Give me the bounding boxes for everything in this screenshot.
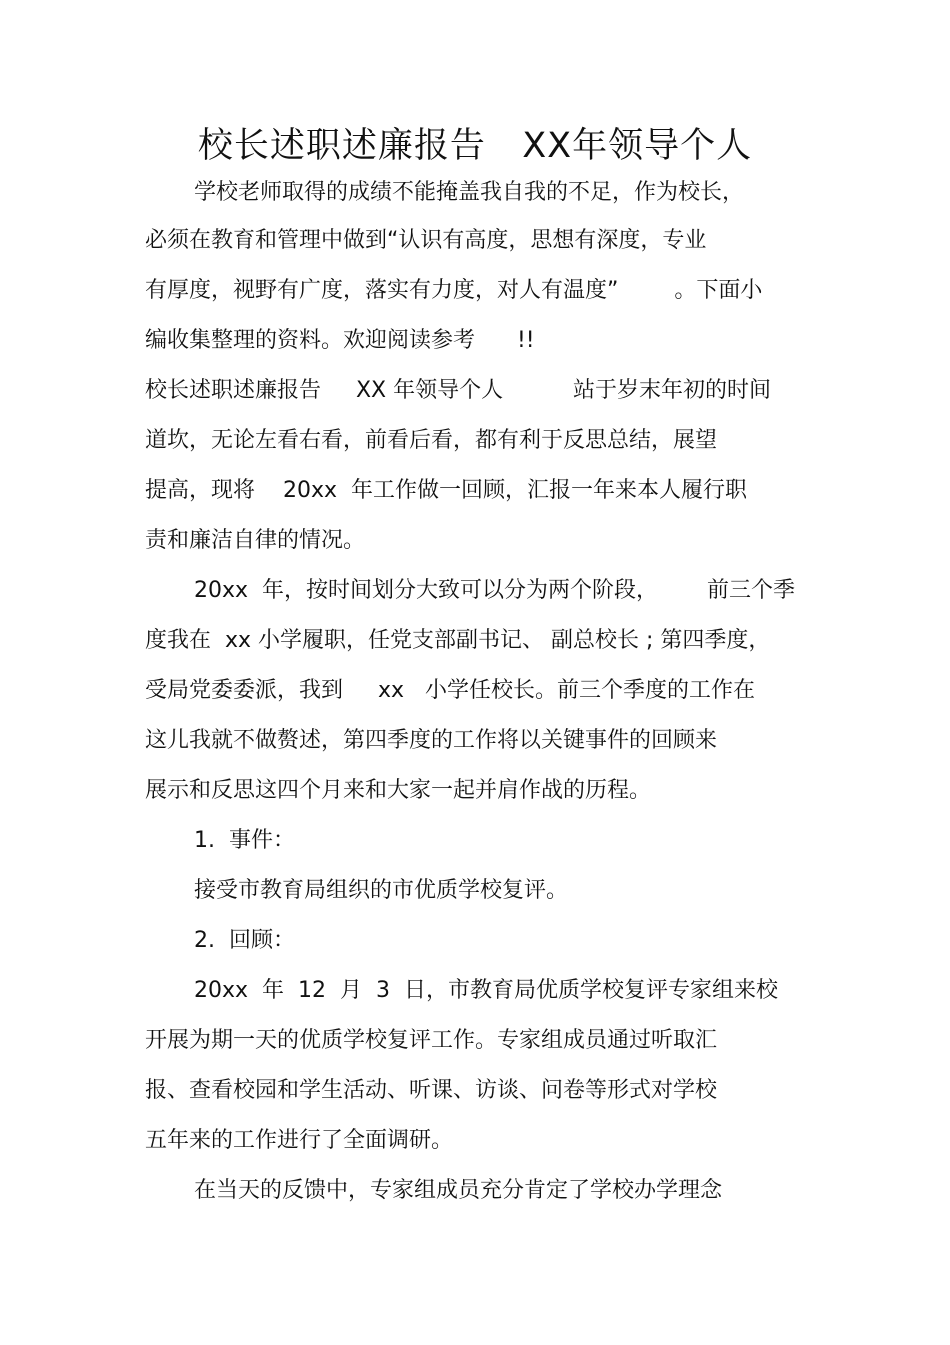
paragraph-line: 受局党委委派，我到 xx 小学任校长。前三个季度的工作在 — [145, 678, 755, 703]
paragraph-line: 在当天的反馈中，专家组成员充分肯定了学校办学理念 — [194, 1178, 723, 1203]
document-title: 校长述职述廉报告 XX年领导个人 — [197, 126, 753, 166]
paragraph-line: 道坎，无论左看右看，前看后看，都有利于反思总结，展望 — [145, 428, 718, 453]
paragraph-line: 20xx 年，按时间划分大致可以分为两个阶段， 前三个季 — [194, 578, 795, 603]
paragraph-line: 必须在教育和管理中做到“认识有高度，思想有深度，专业 — [145, 228, 707, 253]
paragraph-line: 20xx 年 12 月 3 日，市教育局优质学校复评专家组来校 — [194, 978, 778, 1003]
paragraph-line: 报、查看校园和学生活动、听课、访谈、问卷等形式对学校 — [145, 1078, 718, 1103]
paragraph-line: 编收集整理的资料。欢迎阅读参考 !! — [145, 328, 535, 353]
paragraph-line: 接受市教育局组织的市优质学校复评。 — [194, 878, 569, 903]
paragraph-line: 开展为期一天的优质学校复评工作。专家组成员通过听取汇 — [145, 1028, 718, 1053]
paragraph-line: 展示和反思这四个月来和大家一起并肩作战的历程。 — [145, 778, 652, 803]
paragraph-line: 五年来的工作进行了全面调研。 — [145, 1128, 454, 1153]
paragraph-line: 这儿我就不做赘述，第四季度的工作将以关键事件的回顾来 — [145, 728, 718, 753]
paragraph-line: 责和廉洁自律的情况。 — [145, 528, 366, 553]
paragraph-line: 校长述职述廉报告 XX 年领导个人 站于岁末年初的时间 — [145, 378, 772, 403]
paragraph-line: 学校老师取得的成绩不能掩盖我自我的不足，作为校长， — [194, 180, 745, 205]
paragraph-line: 提高，现将 20xx 年工作做一回顾，汇报一年来本人履行职 — [145, 478, 747, 503]
section-heading: 2. 回顾： — [194, 928, 295, 953]
paragraph-line: 有厚度，视野有广度，落实有力度，对人有温度” 。下面小 — [145, 278, 763, 303]
paragraph-line: 度我在 xx 小学履职，任党支部副书记、 副总校长 ; 第四季度， — [145, 628, 771, 653]
section-heading: 1. 事件： — [194, 828, 295, 853]
